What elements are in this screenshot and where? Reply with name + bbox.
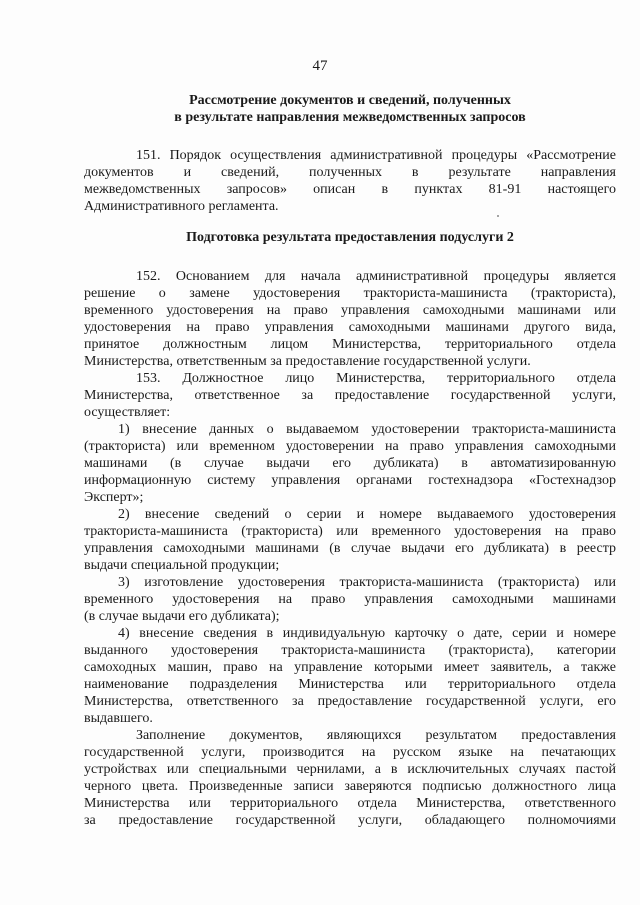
- text-line: 1) внесение данных о выдаваемом удостоверении тракториста-машиниста: [118, 422, 616, 437]
- text-line: 153. Должностное лицо Министерства, территориального отдела: [136, 371, 616, 386]
- text-line: выдачи специальной продукции;: [84, 558, 280, 573]
- text-line: управления самоходными машинами (в случае выдачи его дубликата) в реестр: [84, 541, 616, 556]
- paragraph-152-153: [84, 268, 616, 829]
- text-line: выдавшего.: [84, 711, 153, 726]
- text-line: документов и сведений, полученных в результате направления: [84, 165, 616, 180]
- text-line: удостоверения на право управления самоходными машинами другого вида,: [84, 320, 616, 335]
- text-line: 152. Основанием для начала административной процедуры является: [136, 269, 616, 284]
- text-line: временного удостоверения на право управления самоходными машинами: [84, 592, 616, 607]
- text-line: Заполнение документов, являющихся результатом предоставления: [136, 728, 616, 743]
- paragraph-151: [84, 147, 616, 215]
- section-heading-review: [90, 92, 610, 126]
- text-line: временного удостоверения на право управления самоходными машинами или: [84, 303, 616, 318]
- text-line: черного цвета. Произведенные записи заверяются подписью должностного лица: [84, 779, 616, 794]
- text-line: тракториста-машиниста (тракториста) или временного удостоверения на право: [84, 524, 616, 539]
- scan-speck: [497, 215, 499, 217]
- text-line: за предоставление государственной услуги, обладающего полномочиями: [84, 813, 616, 828]
- text-line: 3) изготовление удостоверения тракториста-машиниста (тракториста) или: [118, 575, 616, 590]
- text-line: решение о замене удостоверения тракториста-машиниста (тракториста),: [84, 286, 616, 301]
- text-line: принятое должностным лицом Министерства, территориального отдела: [84, 337, 616, 352]
- text-line: Министерства, ответственным за предоставление государственной услуги.: [84, 354, 531, 369]
- text-line: самоходных машин, право на управление которыми имеет заявитель, а также: [84, 660, 616, 675]
- text-line: Эксперт»;: [84, 490, 144, 505]
- text-line: осуществляет:: [84, 405, 171, 420]
- text-line: информационную систему управления органами гостехнадзора «Гостехнадзор: [84, 473, 616, 488]
- text-line: Административного регламента.: [84, 199, 279, 214]
- text-line: Министерства, ответственное за предоставление государственной услуги,: [84, 388, 616, 403]
- text-line: Министерства, ответственного за предоставление государственной услуги, его: [84, 694, 616, 709]
- text-line: машинами (в случае выдачи его дубликата) в автоматизированную: [84, 456, 616, 471]
- heading-line: в результате направления межведомственных запросов: [174, 110, 526, 125]
- text-line: Министерства или территориального отдела Министерства, ответственного: [84, 796, 616, 811]
- text-line: 4) внесение сведения в индивидуальную карточку о дате, серии и номере: [118, 626, 616, 641]
- text-line: (тракториста) или временном удостоверении на право управления самоходными: [84, 439, 616, 454]
- text-line: (в случае выдачи его дубликата);: [84, 609, 280, 624]
- text-line: 151. Порядок осуществления административной процедуры «Рассмотрение: [136, 148, 616, 163]
- text-line: наименование подразделения Министерства или территориального отдела: [84, 677, 616, 692]
- text-line: 2) внесение сведений о серии и номере выдаваемого удостоверения: [118, 507, 616, 522]
- text-line: государственной услуги, производится на русском языке на печатающих: [84, 745, 616, 760]
- text-line: межведомственных запросов» описан в пунктах 81-91 настоящего: [84, 182, 616, 197]
- text-line: выданного удостоверения тракториста-машиниста (тракториста), категории: [84, 643, 616, 658]
- page-number: 47: [312, 58, 328, 74]
- section-heading-prepare: Подготовка результата предоставления подуслуги 2: [186, 230, 514, 245]
- heading-line: Рассмотрение документов и сведений, полученных: [189, 93, 511, 108]
- text-line: устройствах или специальными чернилами, а в исключительных случаях пастой: [84, 762, 616, 777]
